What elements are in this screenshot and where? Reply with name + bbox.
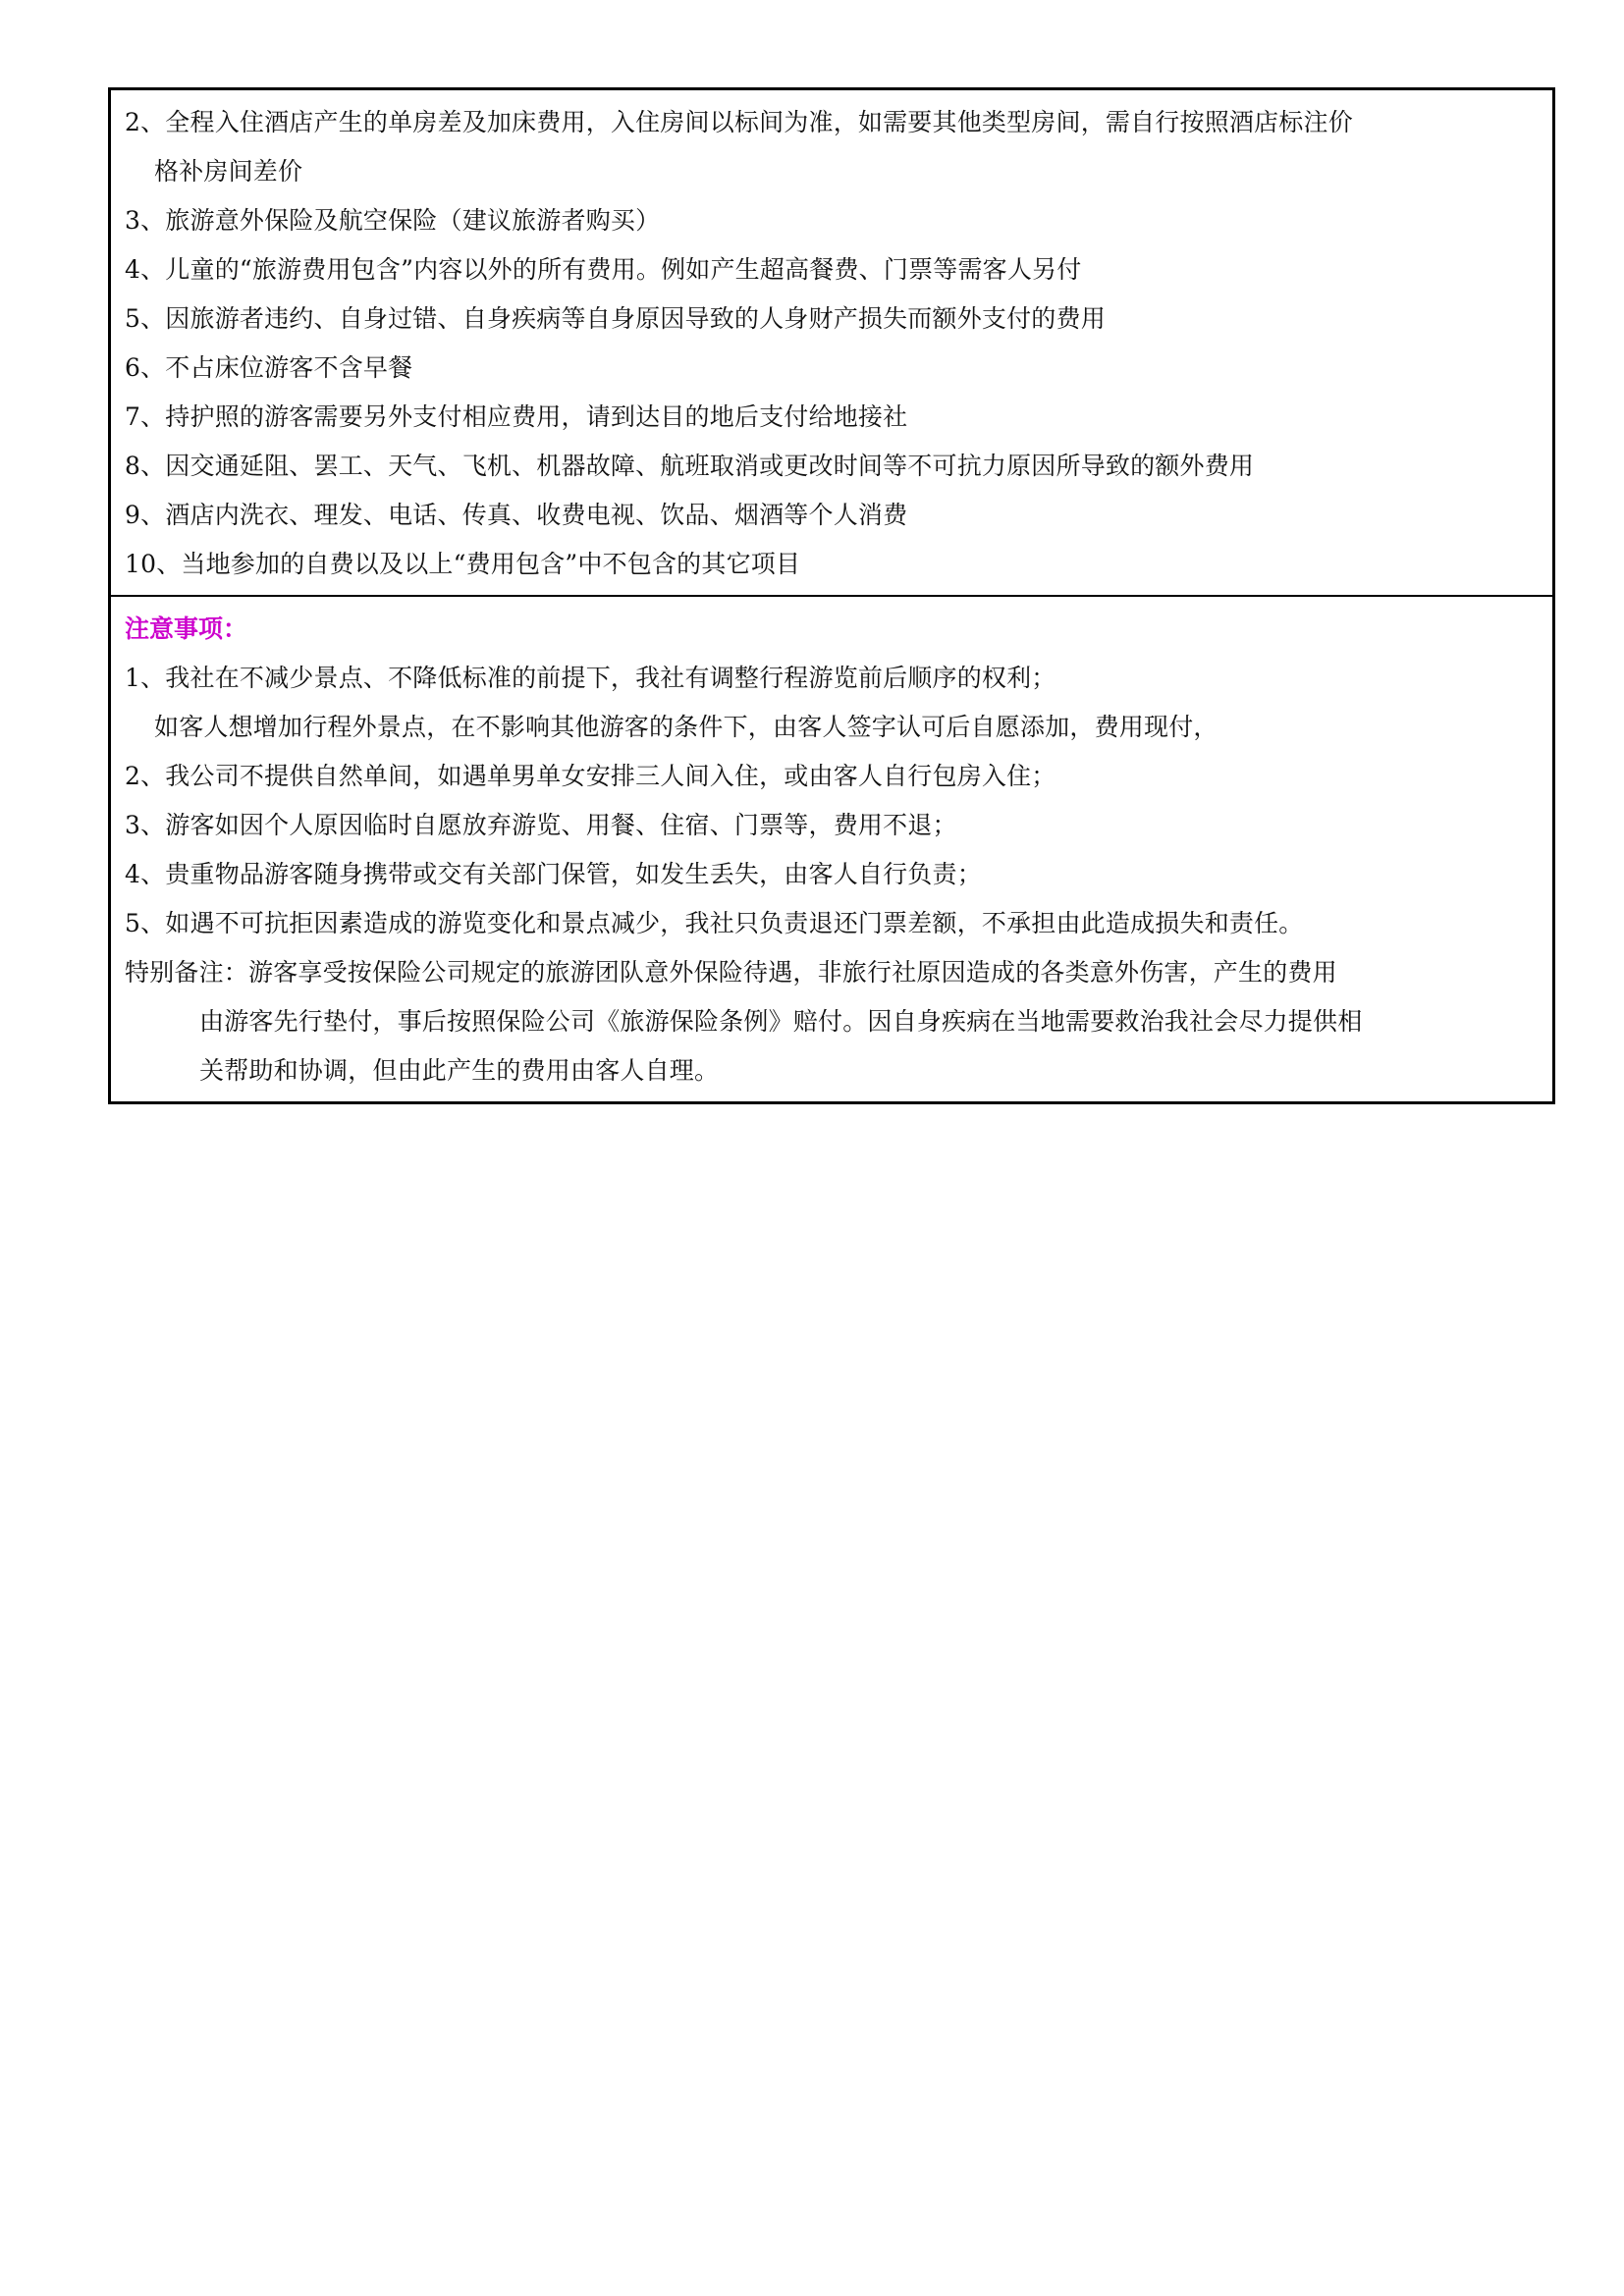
exclusion-item: 8、因交通延阻、罢工、天气、飞机、机器故障、航班取消或更改时间等不可抗力原因所导致的额外费用 (125, 452, 1255, 480)
exclusion-item: 2、全程入住酒店产生的单房差及加床费用，入住房间以标间为准，如需要其他类型房间，需自行按照酒店标注价 (125, 108, 1353, 136)
note-item: 4、贵重物品游客随身携带或交有关部门保管，如发生丢失，由客人自行负责； (125, 860, 982, 888)
exclusion-item: 5、因旅游者违约、自身过错、自身疾病等自身原因导致的人身财产损失而额外支付的费用 (125, 304, 1106, 333)
note-item: 1、我社在不减少景点、不降低标准的前提下，我社有调整行程游览前后顺序的权利； (125, 664, 1056, 692)
special-remark: 特别备注：游客享受按保险公司规定的旅游团队意外保险待遇，非旅行社原因造成的各类意外伤害，产生的费用 (125, 958, 1337, 987)
fee-exclusions-section (111, 90, 1552, 595)
notes-title: 注意事项： (125, 614, 248, 643)
special-remark-continuation: 由游客先行垫付，事后按照保险公司《旅游保险条例》赔付。因自身疾病在当地需要救治我社会尽力提供相 (199, 1007, 1363, 1036)
exclusion-item: 3、旅游意外保险及航空保险（建议旅游者购买） (125, 206, 661, 235)
note-item: 2、我公司不提供自然单间，如遇单男单女安排三人间入住，或由客人自行包房入住； (125, 762, 1056, 790)
special-remark-continuation: 关帮助和协调，但由此产生的费用由客人自理。 (199, 1056, 720, 1085)
exclusion-item: 10、当地参加的自费以及以上“费用包含”中不包含的其它项目 (125, 550, 801, 578)
note-item: 3、游客如因个人原因临时自愿放弃游览、用餐、住宿、门票等，费用不退； (125, 811, 957, 839)
exclusion-item-continuation: 格补房间差价 (154, 157, 303, 186)
exclusion-item: 4、儿童的“旅游费用包含”内容以外的所有费用。例如产生超高餐费、门票等需客人另付 (125, 255, 1082, 284)
exclusion-item: 7、持护照的游客需要另外支付相应费用，请到达目的地后支付给地接社 (125, 402, 908, 431)
exclusion-item: 9、酒店内洗衣、理发、电话、传真、收费电视、饮品、烟酒等个人消费 (125, 501, 908, 529)
itinerary-terms-table (108, 87, 1555, 1104)
note-item: 5、如遇不可抗拒因素造成的游览变化和景点减少，我社只负责退还门票差额，不承担由此造成损失和责任。 (125, 909, 1304, 937)
notes-section (111, 595, 1552, 1101)
note-item-continuation: 如客人想增加行程外景点，在不影响其他游客的条件下，由客人签字认可后自愿添加，费用现付， (154, 713, 1218, 741)
exclusion-item: 6、不占床位游客不含早餐 (125, 353, 413, 382)
